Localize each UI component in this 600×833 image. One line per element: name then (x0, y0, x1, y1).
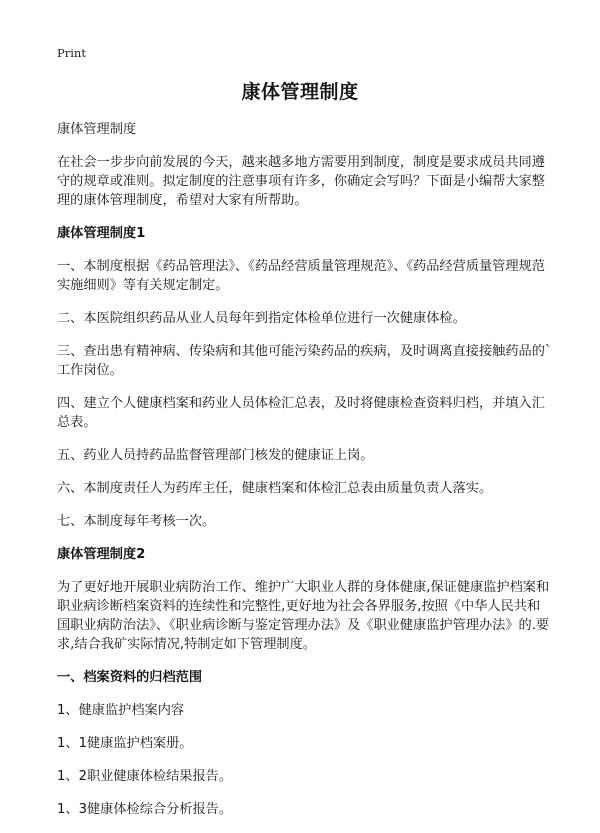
rule-item-4: 四、建立个人健康档案和药业人员体检汇总表，及时将健康检查资料归档，并填入汇总表。 (57, 396, 545, 430)
section-2-intro: 为了更好地开展职业病防治工作、维护广大职业人群的身体健康,保证健康监护档案和职业病诊断档案资料的连续性和完整性,更好地为社会各界服务,按照《中华人民共和国职业病防治法》、《职业病诊断与鉴定管理办法》及《职业健康监护管理办法》的.要求,结合我矿实际情况,特制定如下管理制度。 (57, 580, 550, 652)
subsection-heading: 一、档案资料的归档范围 (57, 670, 203, 685)
list-item: 1、2职业健康体检结果报告。 (57, 769, 233, 784)
rule-item-1: 一、本制度根据《药品管理法》、《药品经营质量管理规范》、《药品经营质量管理规范实施细则》等有关规定制定。 (57, 259, 545, 293)
rule-item-6: 六、本制度责任人为药库主任，健康档案和体检汇总表由质量负责人落实。 (57, 481, 493, 496)
list-item: 1、3健康体检综合分析报告。 (57, 802, 233, 817)
intro-paragraph: 在社会一步步向前发展的今天，越来越多地方需要用到制度，制度是要求成员共同遵守的规章或准则。拟定制度的注意事项有许多，你确定会写吗？下面是小编帮大家整理的康体管理制度，希望对大家有所帮助。 (57, 155, 545, 208)
list-item: 1、1健康监护档案册。 (57, 736, 193, 751)
rule-item-5: 五、药业人员持药品监督管理部门核发的健康证上岗。 (57, 448, 374, 463)
list-item: 1、健康监护档案内容 (57, 703, 185, 718)
document-body (57, 120, 553, 833)
rule-item-3: 三、查出患有精神病、传染病和其他可能污染药品的疾病，及时调离直接接触药品的`工作岗位。 (57, 344, 552, 378)
section-heading-1: 康体管理制度1 (57, 226, 146, 241)
document-title: 康体管理制度 (241, 81, 359, 103)
section-heading-2: 康体管理制度2 (57, 547, 146, 562)
rule-item-7: 七、本制度每年考核一次。 (57, 514, 216, 529)
subtitle-paragraph: 康体管理制度 (57, 122, 137, 137)
rule-item-2: 二、本医院组织药品从业人员每年到指定体检单位进行一次健康体检。 (57, 311, 466, 326)
print-label: Print (57, 46, 86, 60)
